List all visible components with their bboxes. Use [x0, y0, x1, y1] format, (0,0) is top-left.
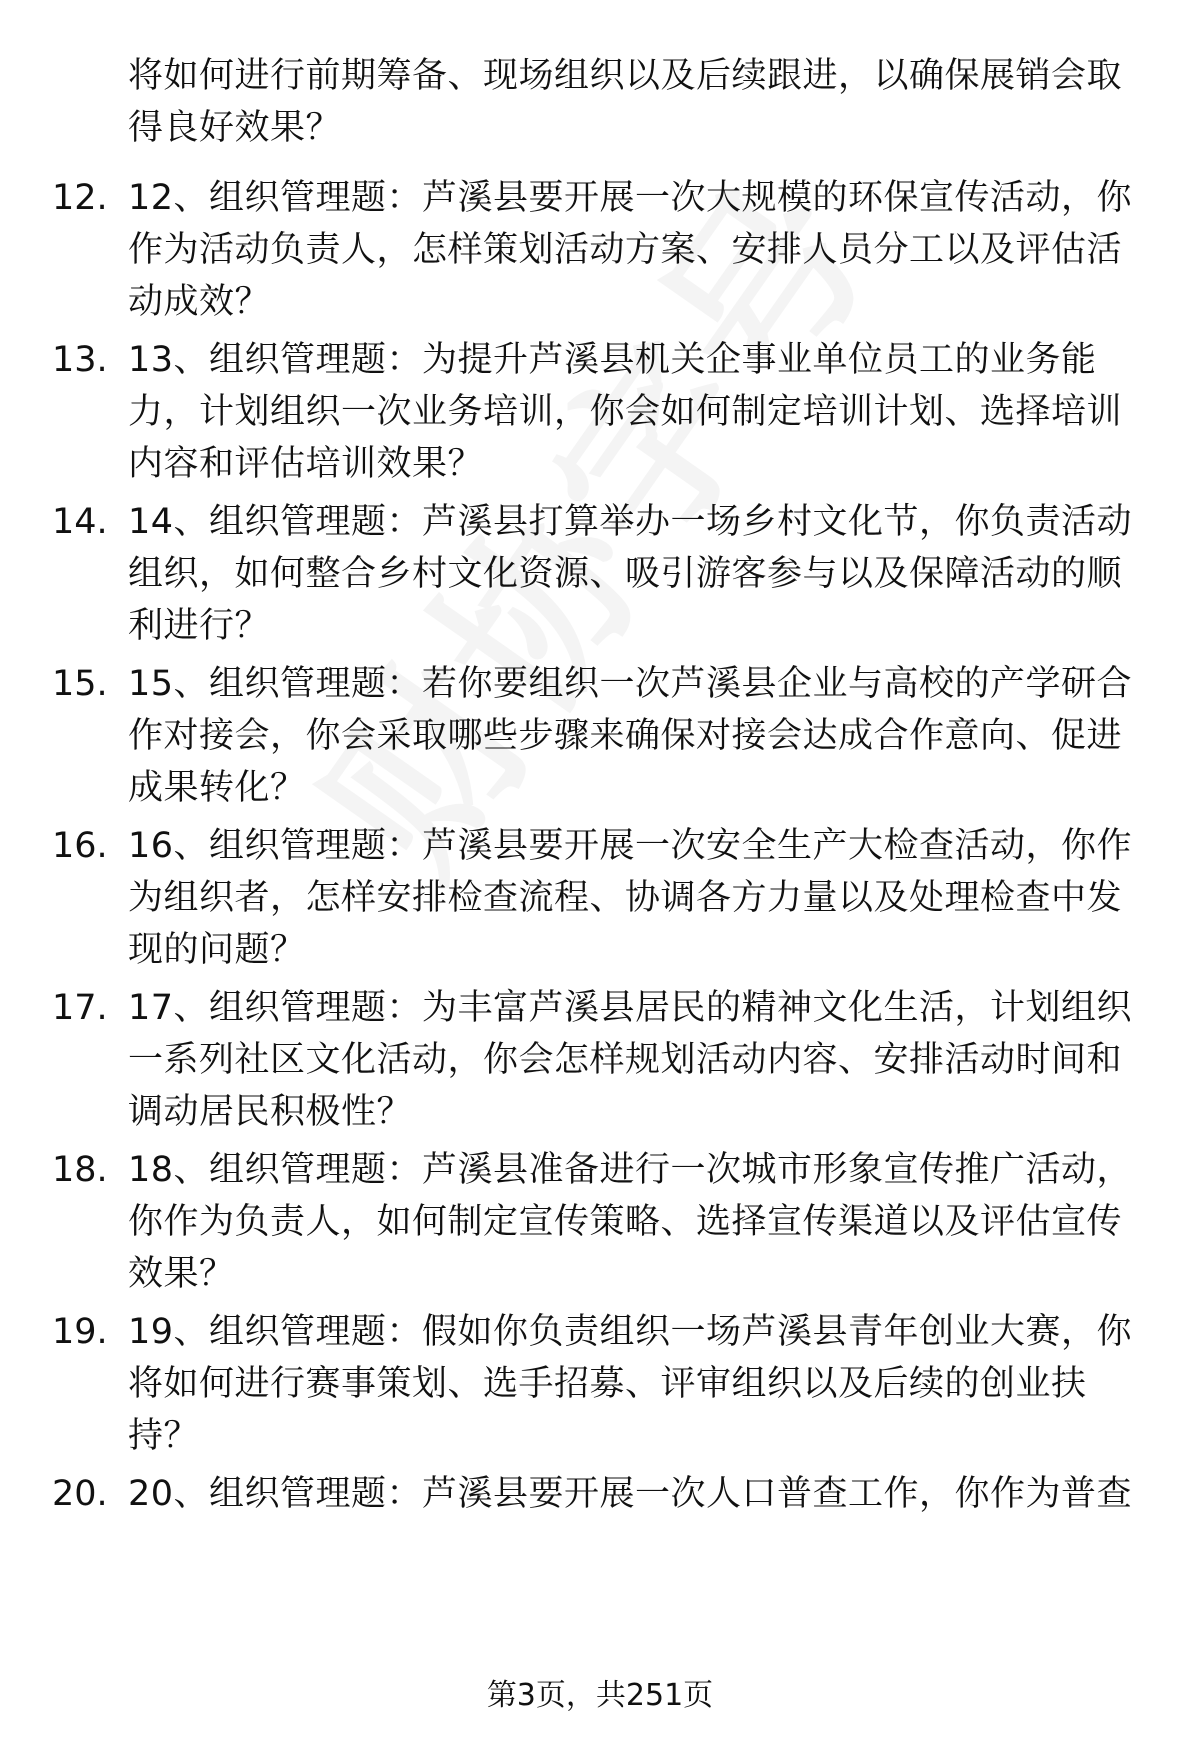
list-item-text: 16、组织管理题：芦溪县要开展一次安全生产大检查活动，你作为组织者，怎样安排检查流程、协调各方力量以及处理检查中发现的问题？ [128, 826, 1133, 970]
continuation-paragraph: 将如何进行前期筹备、现场组织以及后续跟进，以确保展销会取得良好效果？ [128, 56, 1123, 148]
list-item-number: 18. [52, 1150, 108, 1190]
list-item-text: 13、组织管理题：为提升芦溪县机关企事业单位员工的业务能力，计划组织一次业务培训，你会如何制定培训计划、选择培训内容和评估培训效果？ [128, 340, 1123, 484]
list-item-number: 16. [52, 826, 108, 866]
page-footer: 第3页，共251页 [486, 1678, 714, 1713]
list-item-number: 20. [52, 1474, 108, 1514]
list-item-text: 19、组织管理题：假如你负责组织一场芦溪县青年创业大赛，你将如何进行赛事策划、选手招募、评审组织以及后续的创业扶持？ [128, 1312, 1133, 1456]
list-item-number: 19. [52, 1312, 108, 1352]
list-item-number: 12. [52, 178, 108, 218]
list-item-text: 14、组织管理题：芦溪县打算举办一场乡村文化节，你负责活动组织，如何整合乡村文化资源、吸引游客参与以及保障活动的顺利进行？ [128, 502, 1133, 646]
list-item-number: 17. [52, 988, 108, 1028]
list-item-text: 18、组织管理题：芦溪县准备进行一次城市形象宣传推广活动，你作为负责人，如何制定宣传策略、选择宣传渠道以及评估宣传效果？ [128, 1150, 1133, 1294]
list-item-text: 15、组织管理题：若你要组织一次芦溪县企业与高校的产学研合作对接会，你会采取哪些步骤来确保对接会达成合作意向、促进成果转化？ [128, 664, 1133, 808]
list-item-text: 20、组织管理题：芦溪县要开展一次人口普查工作，你作为普查 [128, 1474, 1133, 1514]
list-item-text: 17、组织管理题：为丰富芦溪县居民的精神文化生活，计划组织一系列社区文化活动，你会怎样规划活动内容、安排活动时间和调动居民积极性？ [128, 988, 1133, 1132]
list-item-number: 15. [52, 664, 108, 704]
list-item-number: 14. [52, 502, 108, 542]
list-item-text: 12、组织管理题：芦溪县要开展一次大规模的环保宣传活动，你作为活动负责人，怎样策划活动方案、安排人员分工以及评估活动成效？ [128, 178, 1133, 322]
list-item-number: 13. [52, 340, 108, 380]
